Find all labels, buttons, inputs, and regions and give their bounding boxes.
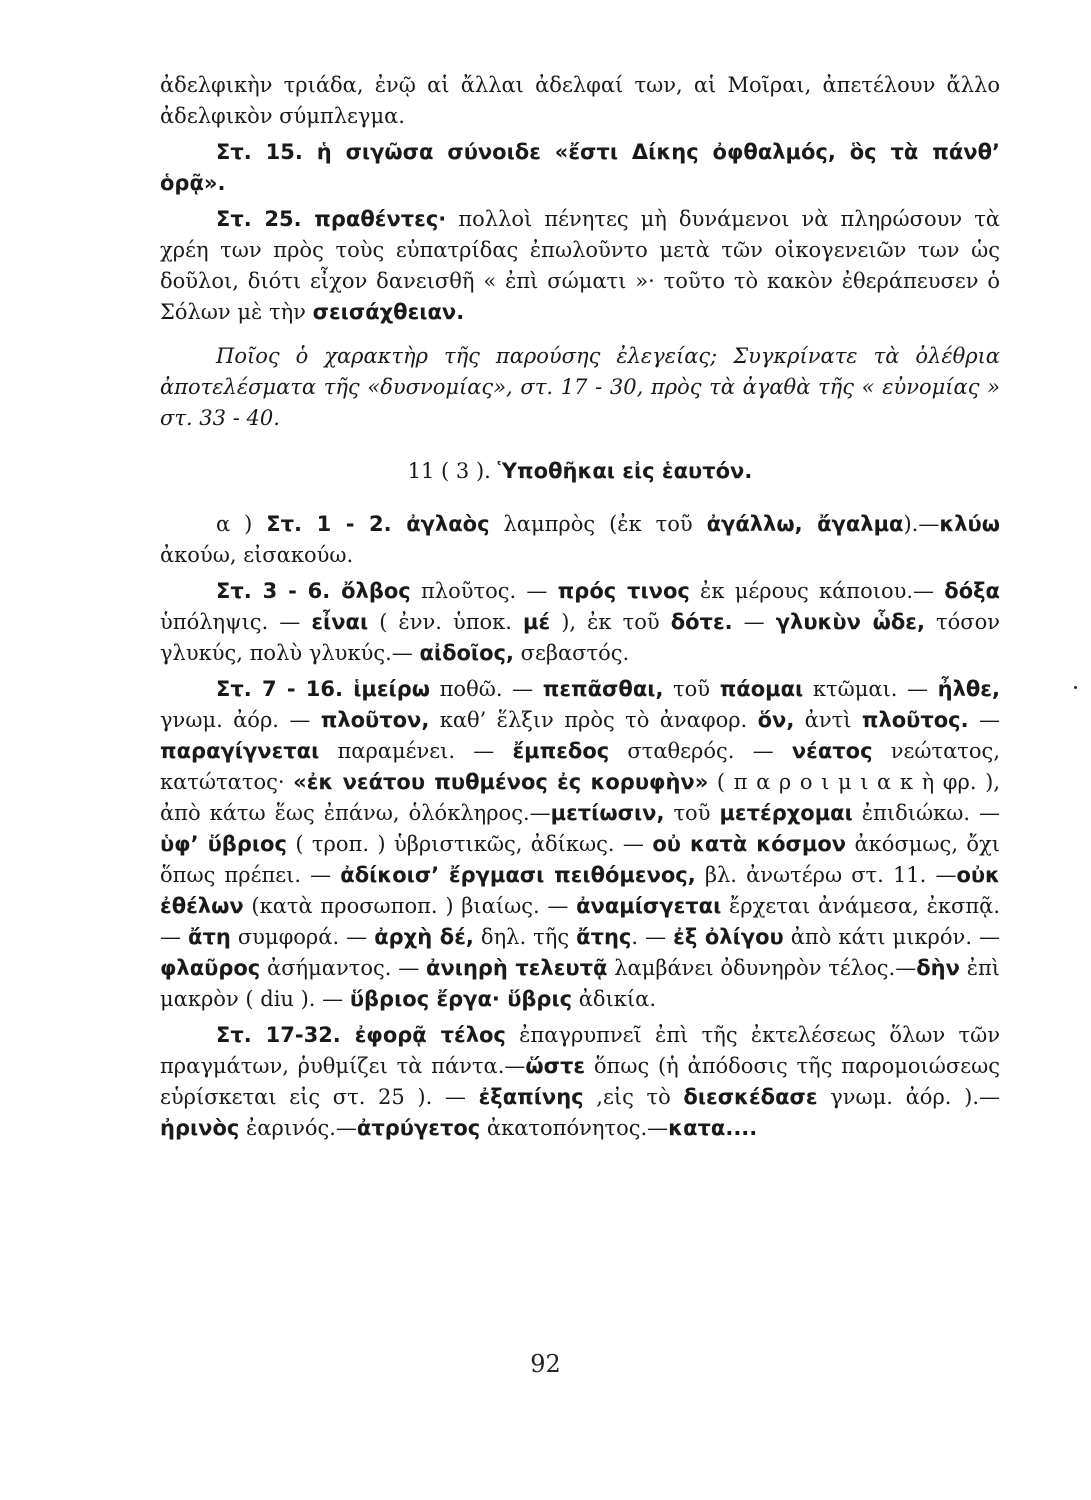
text-run: ( π α ρ ο ι μ ι α κ ὴ φρ. ), ἀπὸ κάτω ἕως ἐπάνω, ὁλόκληρος.— xyxy=(160,770,1000,825)
text-run: 11 ( 3 ). xyxy=(407,459,498,483)
bold-term: πρός τινος xyxy=(557,579,690,603)
text-run: πλοῦτος. — xyxy=(410,579,558,603)
paragraph-verse-17-32 xyxy=(160,1020,1000,1144)
text-run: ποθῶ. — xyxy=(430,677,543,701)
bold-term: ἀρχὴ δέ, xyxy=(374,925,474,949)
text-run: — xyxy=(968,708,1000,732)
text-run: ἐπαγρυπνεῖ ἐπὶ τῆς ἐκτελέσεως ὅλων τῶν πραγμάτων, ῥυθμίζει τὰ πάντα.— xyxy=(160,1023,1000,1078)
text-run: τοῦ xyxy=(663,677,720,701)
bold-term: διεσκέδασε xyxy=(683,1085,818,1109)
paragraph-questions xyxy=(160,341,1000,434)
text-run: δηλ. τῆς xyxy=(473,925,577,949)
bold-term: πλοῦτον, xyxy=(320,708,430,732)
bold-term: οὐ κατὰ κόσμον xyxy=(652,832,847,856)
text-run: λαμβάνει ὀδυνηρὸν τέλος.— xyxy=(607,956,917,980)
bold-term: Ὑποθῆκαι εἰς ἑαυτόν. xyxy=(497,459,753,483)
text-run: ), ἐκ τοῦ xyxy=(550,610,671,634)
text-run: πολλοὶ πένητες μὴ δυνάμενοι νὰ πληρώσουν τὰ χρέη των πρὸς τοὺς εὐπατρίδας ἐπωλοῦντο μετὰ τῶν οἰκογενειῶν των ὡς δοῦλοι, διότι εἶχον δανεισθῆ « ἐπὶ σώματι »· τοῦτο τὸ κακὸν ἐθεράπευσεν ὁ Σόλων μὲ τὴν xyxy=(160,207,1000,324)
bold-term: ἀνιηρὴ τελευτᾷ xyxy=(426,956,608,980)
text-run: ( ἐνν. ὑποκ. xyxy=(368,610,524,634)
text-run: παραμένει. — xyxy=(319,739,513,763)
text-run: ἀντὶ xyxy=(794,708,862,732)
bold-term: Στ. 3 - 6. ὄλβος xyxy=(216,579,411,603)
text-run: κτῶμαι. — xyxy=(803,677,938,701)
bold-term: ἐξ ὀλίγου xyxy=(673,925,784,949)
text-run: ὑπόληψις. — xyxy=(160,610,312,634)
text-run: . — xyxy=(631,925,674,949)
text-run: τόσον γλυκύς, πολὺ γλυκύς.— xyxy=(160,610,1001,665)
text-run: ,εἰς τὸ xyxy=(583,1085,684,1109)
text-run: α ) xyxy=(216,512,267,536)
text-run: γνωμ. ἀόρ. — xyxy=(160,708,321,732)
paragraph-verse-7-16 xyxy=(160,674,1000,1015)
text-run: καθ’ ἕλξιν πρὸς τὸ ἀναφορ. xyxy=(429,708,758,732)
bold-term: σεισάχθειαν. xyxy=(312,300,465,324)
text-run: σεβαστός. xyxy=(513,641,630,665)
paragraph-verse-1-2 xyxy=(160,509,1000,571)
bold-term: ἄτης xyxy=(576,925,632,949)
bold-term: ὑφ’ ὕβριος xyxy=(160,832,287,856)
bold-term: αἰδοῖος, xyxy=(419,641,514,665)
section-heading xyxy=(160,456,1000,487)
text-run: ἀπὸ κάτι μικρόν. — xyxy=(783,925,1001,949)
bold-term: ἀδίκοισ’ ἔργμασι πειθόμενος, xyxy=(340,863,696,887)
bold-term: ὥστε xyxy=(525,1054,586,1078)
text-run: ἐκ μέρους κάποιου.— xyxy=(689,579,945,603)
text-run: βλ. ἀνωτέρω στ. 11. — xyxy=(695,863,957,887)
bold-term: μέ xyxy=(523,610,551,634)
bold-term: κλύω xyxy=(939,512,1000,536)
text-run: ( τροπ. ) ὑβριστικῶς, ἀδίκως. — xyxy=(286,832,653,856)
italic-text: Ποῖος ὁ χαρακτὴρ τῆς παρούσης ἐλεγείας; Συγκρίνατε τὰ ὀλέθρια ἀποτελέσματα τῆς «δυσνομίας», στ. 17 - 30, πρὸς τὰ ἀγαθὰ τῆς « εὐνομίας » στ. 33 - 40. xyxy=(160,344,1000,430)
text-run: λαμπρὸς (ἐκ τοῦ xyxy=(489,512,707,536)
scan-speck xyxy=(1074,686,1077,689)
bold-term: οὐκ ἐθέλων xyxy=(160,863,1000,918)
bold-term: γλυκὺν ὧδε, xyxy=(775,610,925,634)
text-run: ἔρχεται ἀνάμεσα, ἐκσπᾷ. — xyxy=(160,894,1000,949)
bold-term: πάομαι xyxy=(719,677,804,701)
bold-term: ἦλθε, xyxy=(937,677,1000,701)
text-run: νεώτατος, κατώτατος· xyxy=(160,739,1000,794)
text-run: συμφορά. — xyxy=(230,925,375,949)
bold-term: νέατος xyxy=(791,739,873,763)
text-run: ἀσήμαντος. — xyxy=(260,956,427,980)
paragraph-verse-15 xyxy=(160,137,1000,199)
text-run: ἀδελφικὴν τριάδα, ἐνῷ αἱ ἄλλαι ἀδελφαί των, αἱ Μοῖραι, ἀπετέλουν ἄλλο ἀδελφικὸν σύμπλεγμα. xyxy=(160,73,1000,128)
bold-term: ἀναμίσγεται xyxy=(576,894,722,918)
text-run: ἐπὶ μακρὸν ( diu ). — xyxy=(160,956,1000,1011)
text-run: — xyxy=(732,610,776,634)
bold-term: πεπᾶσθαι, xyxy=(542,677,664,701)
bold-term: ἠρινὸς xyxy=(160,1116,240,1140)
text-run: ἀκατοπόνητος.— xyxy=(480,1116,669,1140)
bold-term: εἶναι xyxy=(311,610,369,634)
text-run: ἀκούω, εἰσακούω. xyxy=(160,543,354,567)
bold-term: Στ. 1 - 2. ἀγλαὸς xyxy=(266,512,490,536)
text-run: ἐπιδιώκω. — xyxy=(852,801,1000,825)
bold-term: Στ. 17-32. ἐφορᾷ τέλος xyxy=(216,1023,506,1047)
bold-term: δόξα xyxy=(944,579,1000,603)
bold-term: πλοῦτος. xyxy=(861,708,969,732)
bold-term: παραγίγνεται xyxy=(160,739,320,763)
paragraph-verse-3-6 xyxy=(160,576,1000,669)
page-body xyxy=(160,70,1000,1144)
paragraph-verse-25 xyxy=(160,204,1000,328)
bold-term: ὕβριος ἔργα· ὕβρις xyxy=(349,987,573,1011)
text-run: ὅπως (ἡ ἀπόδοσις τῆς παρομοιώσεως εὑρίσκεται εἰς στ. 25 ). — xyxy=(160,1054,1001,1109)
bold-term: δότε. xyxy=(670,610,733,634)
bold-term: ἀτρύγετος xyxy=(356,1116,481,1140)
bold-term: Στ. 7 - 16. ἱμείρω xyxy=(216,677,431,701)
bold-term: ἐξαπίνης xyxy=(478,1085,584,1109)
text-run: ).— xyxy=(903,512,940,536)
bold-term: ἀγάλλω, ἄγαλμα xyxy=(706,512,904,536)
paragraph-intro xyxy=(160,70,1000,132)
bold-term: Στ. 25. πραθέντες· xyxy=(216,207,447,231)
text-run: γνωμ. ἀόρ. ).— xyxy=(817,1085,1000,1109)
bold-term: ὅν, xyxy=(757,708,795,732)
text-run: (κατὰ προσωποπ. ) βιαίως. — xyxy=(243,894,577,918)
bold-term: κατα.... xyxy=(668,1116,758,1140)
bold-term: μετίωσιν, xyxy=(550,801,665,825)
bold-term: ἔμπεδος xyxy=(512,739,610,763)
bold-term: μετέρχομαι xyxy=(719,801,853,825)
text-run: ἐαρινός.— xyxy=(239,1116,357,1140)
text-run: σταθερός. — xyxy=(609,739,792,763)
bold-term: «ἐκ νεάτου πυθμένος ἐς κορυφὴν» xyxy=(293,770,709,794)
bold-term: Στ. 15. ἡ σιγῶσα σύνοιδε «ἔστι Δίκης ὀφθαλμός, ὃς τὰ πάνθ’ ὁρᾷ». xyxy=(160,140,1000,195)
text-run: ἀδικία. xyxy=(572,987,657,1011)
text-run: τοῦ xyxy=(664,801,720,825)
bold-term: ἄτη xyxy=(188,925,231,949)
bold-term: δὴν xyxy=(916,956,960,980)
page-number: 92 xyxy=(530,1350,561,1378)
bold-term: φλαῦρος xyxy=(160,956,261,980)
text-run: ἀκόσμως, ὄχι ὅπως πρέπει. — xyxy=(160,832,1000,887)
